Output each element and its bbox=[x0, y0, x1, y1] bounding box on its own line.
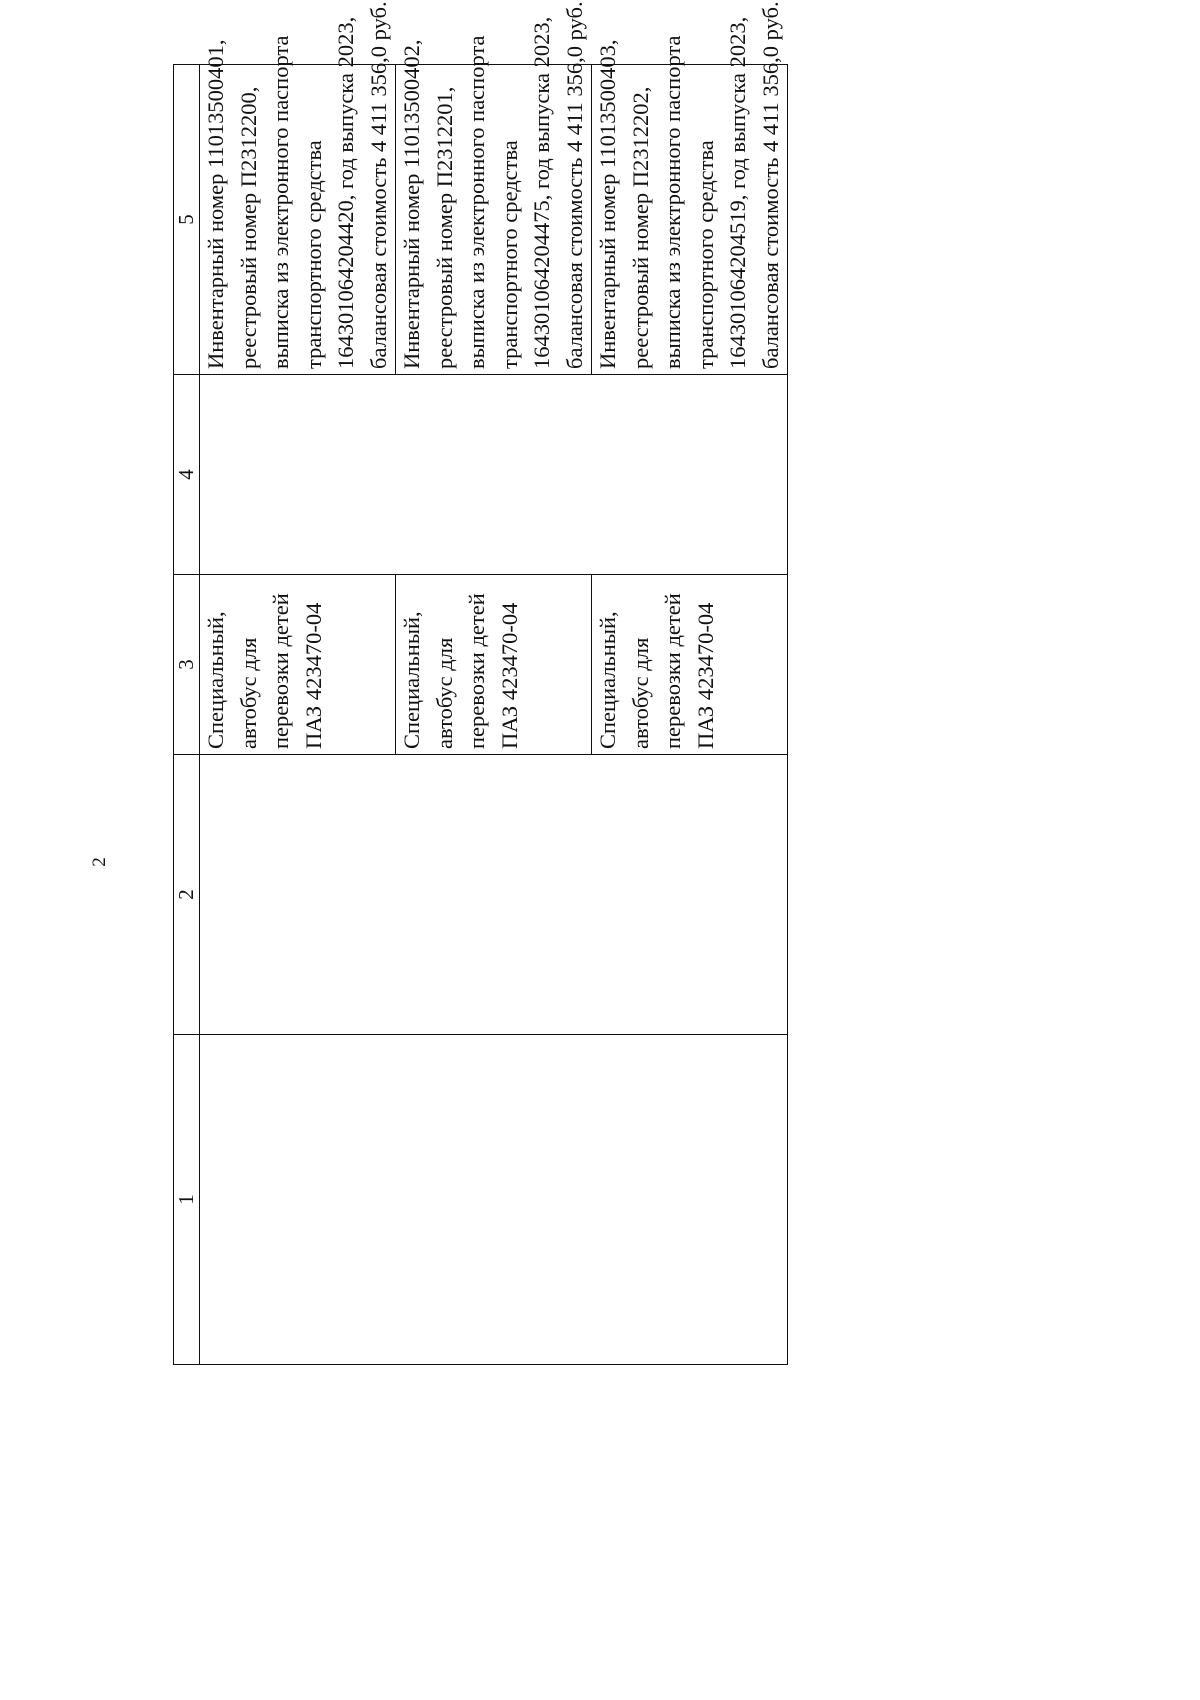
vehicle-line: ПАЗ 423470-04 bbox=[692, 602, 718, 749]
column-header-4: 4 bbox=[174, 375, 200, 575]
details-line: выписка из электронного паспорта bbox=[464, 35, 489, 369]
vehicle-line: перевозки детей bbox=[268, 593, 293, 749]
cell-col-2 bbox=[200, 755, 788, 1035]
details-cell bbox=[200, 1, 396, 375]
cell-col-4 bbox=[200, 375, 788, 575]
vehicle-cell bbox=[200, 575, 396, 755]
vehicle-line: ПАЗ 423470-04 bbox=[496, 602, 522, 749]
column-header-3: 3 bbox=[174, 575, 200, 755]
details-line: выписка из электронного паспорта bbox=[660, 35, 685, 369]
table-row bbox=[200, 65, 396, 1365]
vehicle-line: автобус для bbox=[627, 637, 653, 749]
vehicle-cell bbox=[396, 575, 592, 755]
details-line: 164301064204475, год выпуска 2023, bbox=[529, 16, 554, 369]
details-line: балансовая стоимость 4 411 356,0 руб. bbox=[561, 1, 587, 369]
vehicle-line: Специальный, bbox=[595, 611, 620, 749]
details-line: балансовая стоимость 4 411 356,0 руб. bbox=[757, 1, 783, 369]
details-line: Инвентарный номер 11013500402, bbox=[399, 39, 424, 369]
vehicle-line: перевозки детей bbox=[660, 593, 685, 749]
details-line: 164301064204420, год выпуска 2023, bbox=[333, 16, 358, 369]
details-line: реестровый номер П2312201, bbox=[431, 86, 457, 369]
page-number: 2 bbox=[89, 857, 110, 867]
column-header-5: 5 bbox=[174, 65, 200, 375]
details-line: Инвентарный номер 11013500401, bbox=[203, 39, 228, 369]
details-line: реестровый номер П2312202, bbox=[627, 86, 653, 369]
rotated-table-container bbox=[173, 1, 813, 1365]
vehicle-line: Специальный, bbox=[399, 611, 424, 749]
column-header-1: 1 bbox=[174, 1035, 200, 1365]
details-line: Инвентарный номер 11013500403, bbox=[595, 39, 620, 369]
vehicle-line: Специальный, bbox=[203, 611, 228, 749]
vehicle-line: ПАЗ 423470-04 bbox=[300, 602, 326, 749]
column-header-2: 2 bbox=[174, 755, 200, 1035]
details-line: выписка из электронного паспорта bbox=[268, 35, 293, 369]
cell-col-1 bbox=[200, 1035, 788, 1365]
table-header-row bbox=[174, 65, 200, 1365]
details-line: реестровый номер П2312200, bbox=[235, 86, 261, 369]
vehicle-line: автобус для bbox=[235, 637, 261, 749]
vehicle-line: автобус для bbox=[431, 637, 457, 749]
details-cell bbox=[396, 1, 592, 375]
details-cell bbox=[592, 1, 788, 375]
details-line: балансовая стоимость 4 411 356,0 руб. bbox=[365, 1, 391, 369]
vehicle-line: перевозки детей bbox=[464, 593, 489, 749]
property-table bbox=[173, 1, 788, 1365]
details-line: 164301064204519, год выпуска 2023, bbox=[725, 16, 750, 369]
details-line: транспортного средства bbox=[496, 140, 522, 369]
details-line: транспортного средства bbox=[692, 140, 718, 369]
vehicle-cell bbox=[592, 575, 788, 755]
details-line: транспортного средства bbox=[300, 140, 326, 369]
